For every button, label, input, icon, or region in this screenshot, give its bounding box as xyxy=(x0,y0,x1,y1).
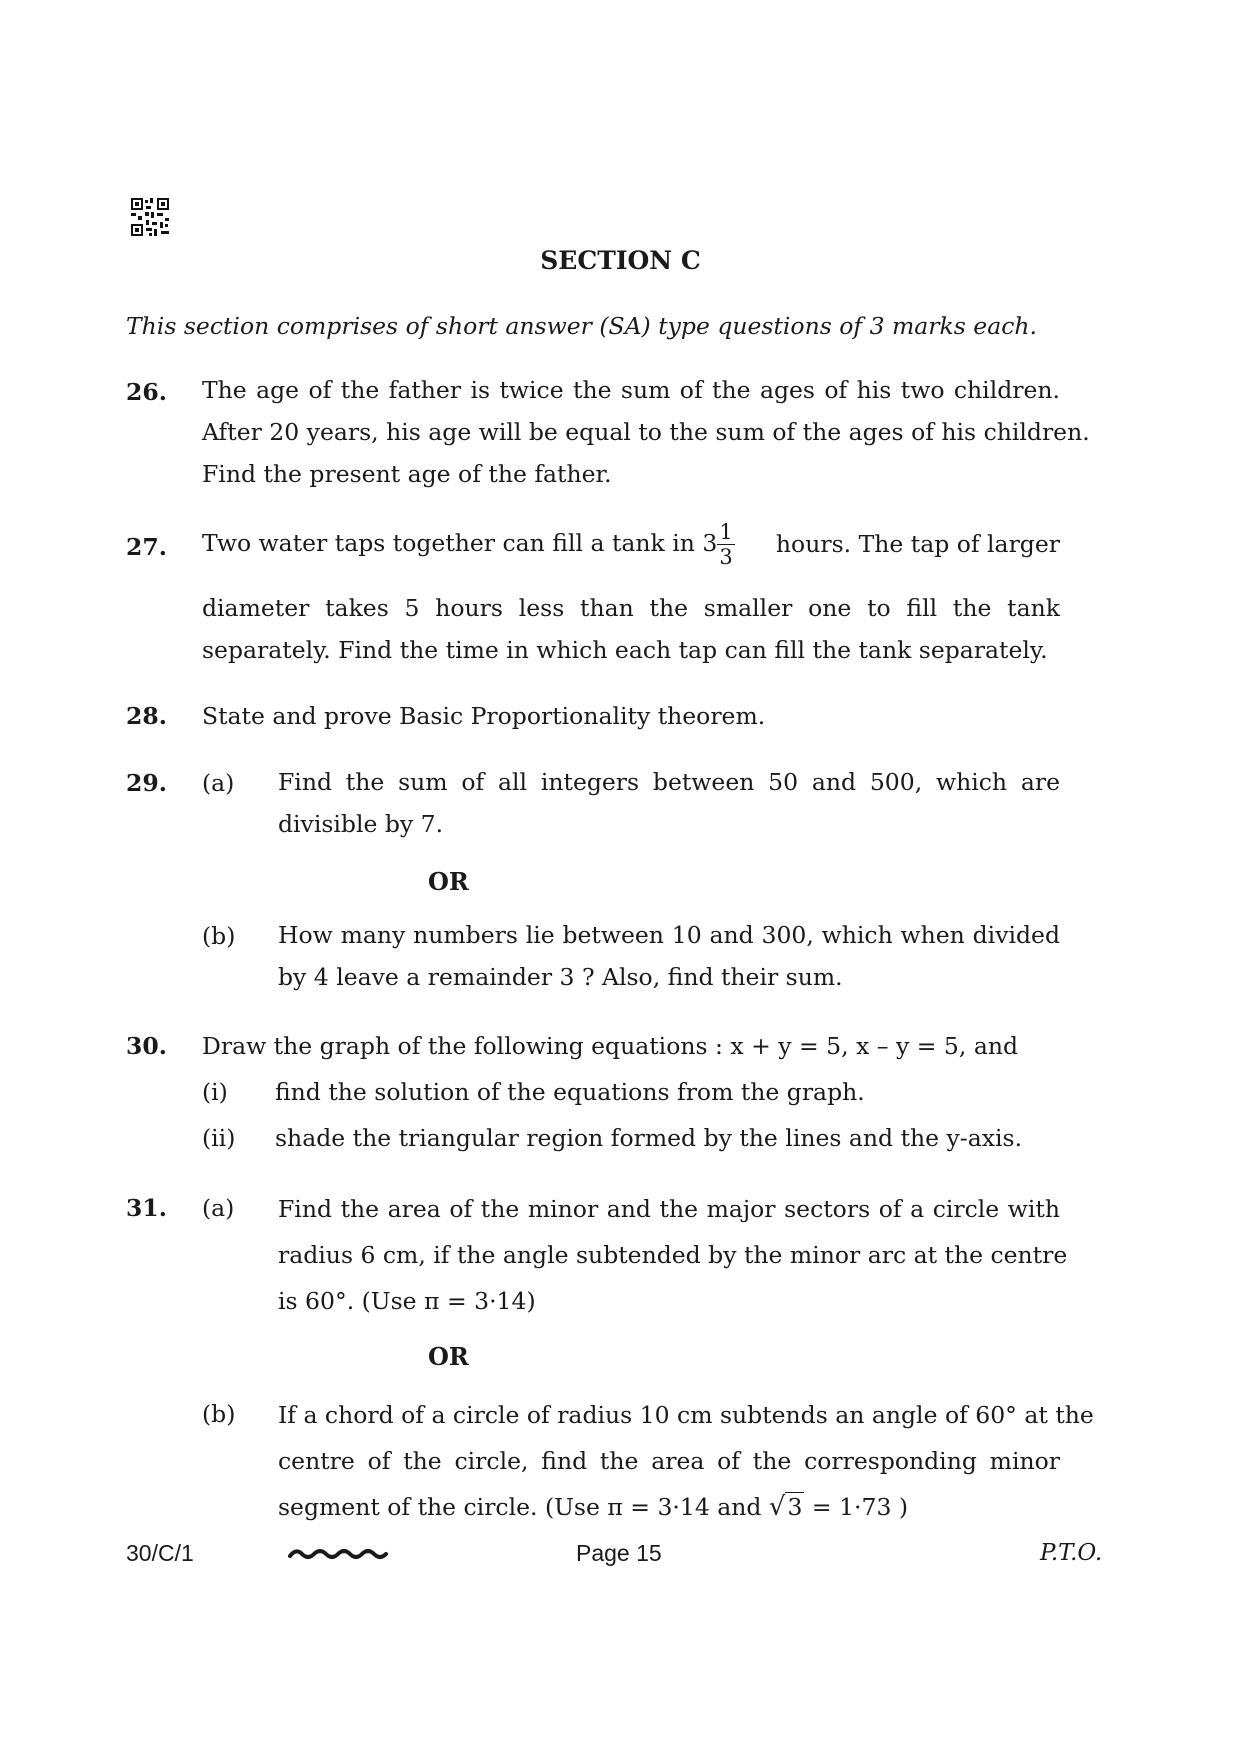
mixed-fraction xyxy=(717,520,734,569)
part-label-b: (b) xyxy=(202,1400,236,1428)
part-label-ii: (ii) xyxy=(202,1124,236,1152)
please-turn-over: P.T.O. xyxy=(1040,1540,1103,1566)
question-31a-text xyxy=(278,1186,1068,1324)
text-line: by 4 leave a remainder 3 ? Also, find their sum. xyxy=(278,963,843,991)
radicand: 3 xyxy=(787,1493,803,1521)
fraction-denominator: 3 xyxy=(719,544,733,569)
question-number: 31. xyxy=(126,1194,167,1222)
text-line: separately. Find the time in which each tap can fill the tank separately. xyxy=(202,636,1048,664)
text-line: diameter takes 5 hours less than the smaller one to fill the tank xyxy=(202,594,1060,622)
section-intro: This section comprises of short answer (SA) type questions of 3 marks each. xyxy=(126,312,1037,340)
question-29b-text xyxy=(278,914,1060,998)
part-label-a: (a) xyxy=(202,769,235,797)
qr-code-icon xyxy=(131,198,169,236)
text-segment: hours. The tap of larger xyxy=(775,530,1060,558)
question-30-ii-text: shade the triangular region formed by the lines and the y-axis. xyxy=(275,1124,1023,1152)
question-29a-text xyxy=(278,761,1060,845)
text-line: centre of the circle, find the area of the corresponding minor xyxy=(278,1447,1060,1475)
text-segment: segment of the circle. (Use π = 3·14 and xyxy=(278,1493,769,1521)
square-root xyxy=(769,1484,805,1530)
question-27-first-part xyxy=(202,520,739,569)
text-line: Find the present age of the father. xyxy=(202,460,612,488)
text-line: is 60°. (Use π = 3·14) xyxy=(278,1287,536,1315)
question-31b-text xyxy=(278,1392,1094,1530)
or-separator: OR xyxy=(428,1342,469,1371)
text-line: After 20 years, his age will be equal to the sum of the ages of his children. xyxy=(202,418,1090,446)
radical-sign-icon: √ xyxy=(768,1492,786,1522)
text-line: Find the sum of all integers between 50 and 500, which are xyxy=(278,768,1060,796)
question-number: 26. xyxy=(126,378,167,406)
question-26-text xyxy=(202,369,1090,495)
text-line-with-sqrt xyxy=(278,1484,1060,1530)
question-27-line-1 xyxy=(202,514,1060,574)
text-line: Find the area of the minor and the major sectors of a circle with xyxy=(278,1195,1060,1223)
question-27-text xyxy=(202,587,1060,671)
question-number: 30. xyxy=(126,1032,167,1060)
question-30-i-text: find the solution of the equations from the graph. xyxy=(275,1078,865,1106)
page-number: Page 15 xyxy=(576,1540,662,1566)
text-line: If a chord of a circle of radius 10 cm subtends an angle of 60° at the xyxy=(278,1401,1094,1429)
text-line: radius 6 cm, if the angle subtended by the minor arc at the centre xyxy=(278,1241,1068,1269)
text-segment: = 1·73 ) xyxy=(804,1493,909,1521)
part-label-a: (a) xyxy=(202,1194,235,1222)
part-label-b: (b) xyxy=(202,922,236,950)
text-line: The age of the father is twice the sum of the ages of his two children. xyxy=(202,376,1060,404)
question-30-text: Draw the graph of the following equations : x + y = 5, x – y = 5, and xyxy=(202,1032,1019,1060)
question-28-text: State and prove Basic Proportionality theorem. xyxy=(202,702,766,730)
or-separator: OR xyxy=(428,867,469,896)
paper-code: 30/C/1 xyxy=(126,1540,194,1566)
question-number: 29. xyxy=(126,769,167,797)
fraction-numerator: 1 xyxy=(719,519,733,544)
section-title: SECTION C xyxy=(540,246,701,275)
question-number: 27. xyxy=(126,533,167,561)
question-number: 28. xyxy=(126,702,167,730)
text-line: divisible by 7. xyxy=(278,810,444,838)
part-label-i: (i) xyxy=(202,1078,228,1106)
wave-ornament-icon xyxy=(288,1544,388,1564)
text-line: How many numbers lie between 10 and 300, which when divided xyxy=(278,921,1060,949)
text-segment: Two water taps together can fill a tank in 3 xyxy=(202,528,718,557)
